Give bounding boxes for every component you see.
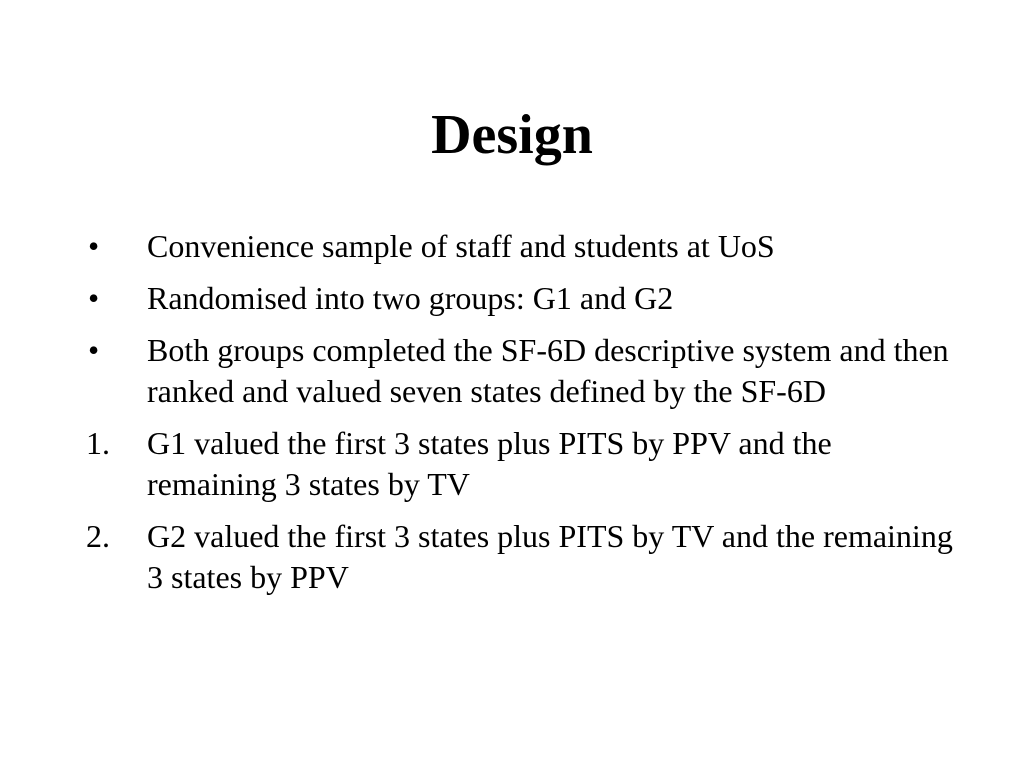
list-item: [86, 330, 966, 412]
list-item-text: G2 valued the first 3 states plus PITS by TV and the remaining 3 states by PPV: [147, 518, 953, 595]
number-marker: 2.: [86, 518, 110, 554]
list-item-text: Randomised into two groups: G1 and G2: [147, 280, 674, 316]
number-marker: 1.: [86, 425, 110, 461]
list-item-text: Both groups completed the SF-6D descriptive system and then ranked and valued seven states defined by the SF-6D: [147, 332, 949, 409]
bullet-marker: •: [88, 228, 100, 264]
list-item-text: Convenience sample of staff and students at UoS: [147, 228, 775, 264]
bullet-marker: •: [88, 280, 100, 316]
slide-title: Design: [431, 104, 593, 166]
list-item: [86, 226, 966, 267]
list-item: [86, 278, 966, 319]
list-item: [86, 516, 966, 598]
content-list: [86, 226, 966, 609]
list-item: [86, 423, 966, 505]
list-item-text: G1 valued the first 3 states plus PITS by PPV and the remaining 3 states by TV: [147, 425, 832, 502]
bullet-marker: •: [88, 332, 100, 368]
